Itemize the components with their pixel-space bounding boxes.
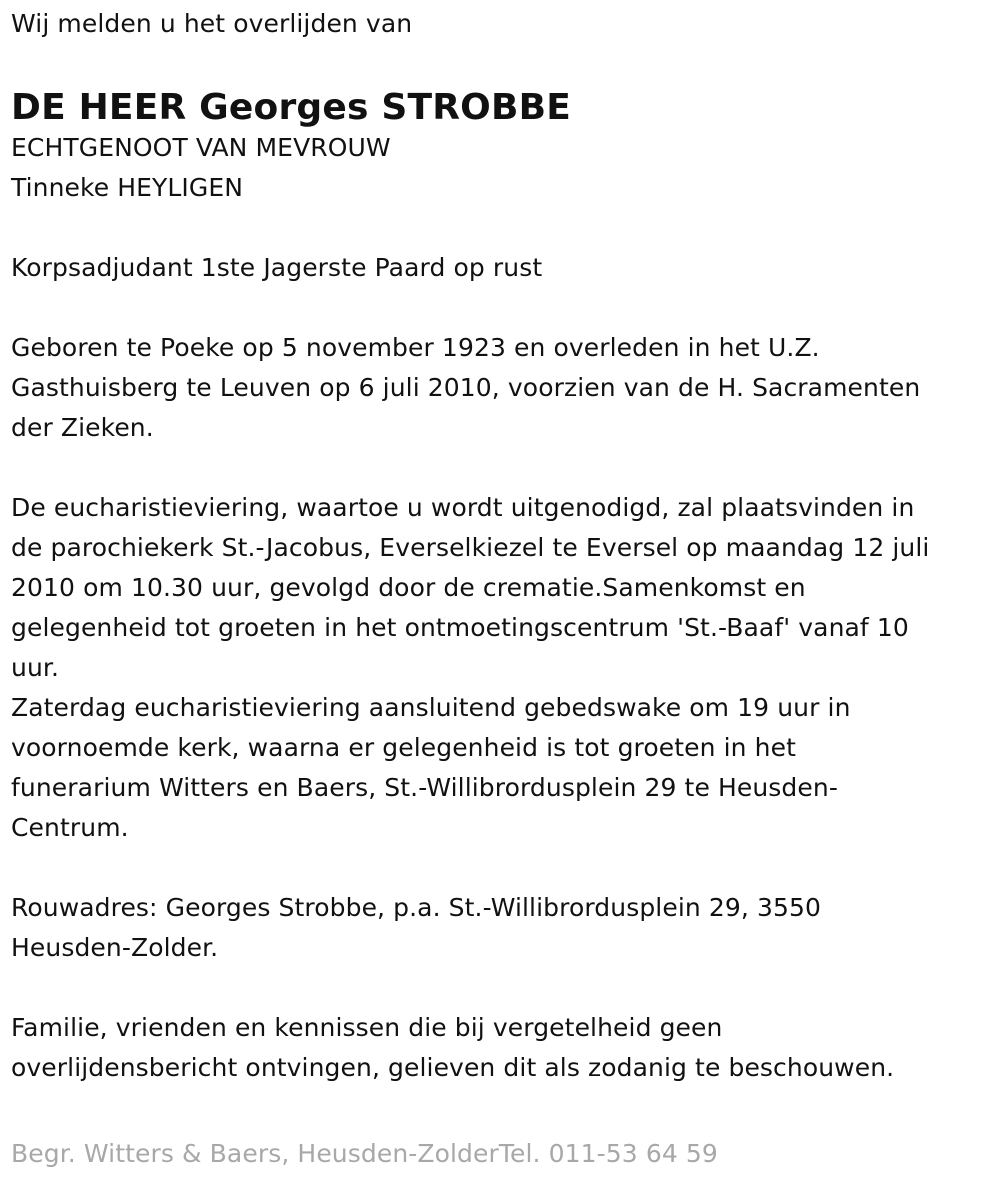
paragraph-line: Centrum. (11, 813, 129, 842)
paragraph-line: der Zieken. (11, 413, 154, 442)
family-note (11, 1008, 986, 1088)
ceremony-paragraph (11, 488, 986, 848)
spacer (11, 208, 986, 248)
paragraph-line: Gasthuisberg te Leuven op 6 juli 2010, voorzien van de H. Sacramenten (11, 373, 921, 402)
spouse-title: ECHTGENOOT VAN MEVROUW (11, 133, 391, 162)
paragraph-line: voornoemde kerk, waarna er gelegenheid is tot groeten in het (11, 733, 796, 762)
paragraph-line: 2010 om 10.30 uur, gevolgd door de crematie.Samenkomst en (11, 573, 806, 602)
funeral-home-footer: Begr. Witters & Baers, Heusden-ZolderTel. 011-53 64 59 (11, 1139, 718, 1168)
paragraph-line: uur. (11, 653, 60, 682)
spacer (11, 448, 986, 488)
birth-death-paragraph (11, 328, 986, 448)
paragraph-line: funerarium Witters en Baers, St.-Willibrordusplein 29 te Heusden- (11, 773, 838, 802)
occupation: Korpsadjudant 1ste Jagerste Paard op rust (11, 253, 543, 282)
spacer (11, 968, 986, 1008)
paragraph-line: Familie, vrienden en kennissen die bij vergetelheid geen (11, 1013, 723, 1042)
paragraph-line: Rouwadres: Georges Strobbe, p.a. St.-Willibrordusplein 29, 3550 (11, 893, 821, 922)
spouse-name: Tinneke HEYLIGEN (11, 173, 244, 202)
paragraph-line: Geboren te Poeke op 5 november 1923 en overleden in het U.Z. (11, 333, 820, 362)
paragraph-line: de parochiekerk St.-Jacobus, Everselkiezel te Eversel op maandag 12 juli (11, 533, 930, 562)
paragraph-line: De eucharistieviering, waartoe u wordt uitgenodigd, zal plaatsvinden in (11, 493, 915, 522)
spacer (11, 848, 986, 888)
deceased-name: DE HEER Georges STROBBE (11, 87, 572, 128)
paragraph-line: overlijdensbericht ontvingen, gelieven dit als zodanig te beschouwen. (11, 1053, 895, 1082)
death-notice (11, 0, 986, 1088)
paragraph-line: Zaterdag eucharistieviering aansluitend gebedswake om 19 uur in (11, 693, 851, 722)
mourning-address (11, 888, 986, 968)
paragraph-line: gelegenheid tot groeten in het ontmoetingscentrum 'St.-Baaf' vanaf 10 (11, 613, 909, 642)
intro-text: Wij melden u het overlijden van (11, 9, 413, 38)
spacer (11, 288, 986, 328)
paragraph-line: Heusden-Zolder. (11, 933, 219, 962)
